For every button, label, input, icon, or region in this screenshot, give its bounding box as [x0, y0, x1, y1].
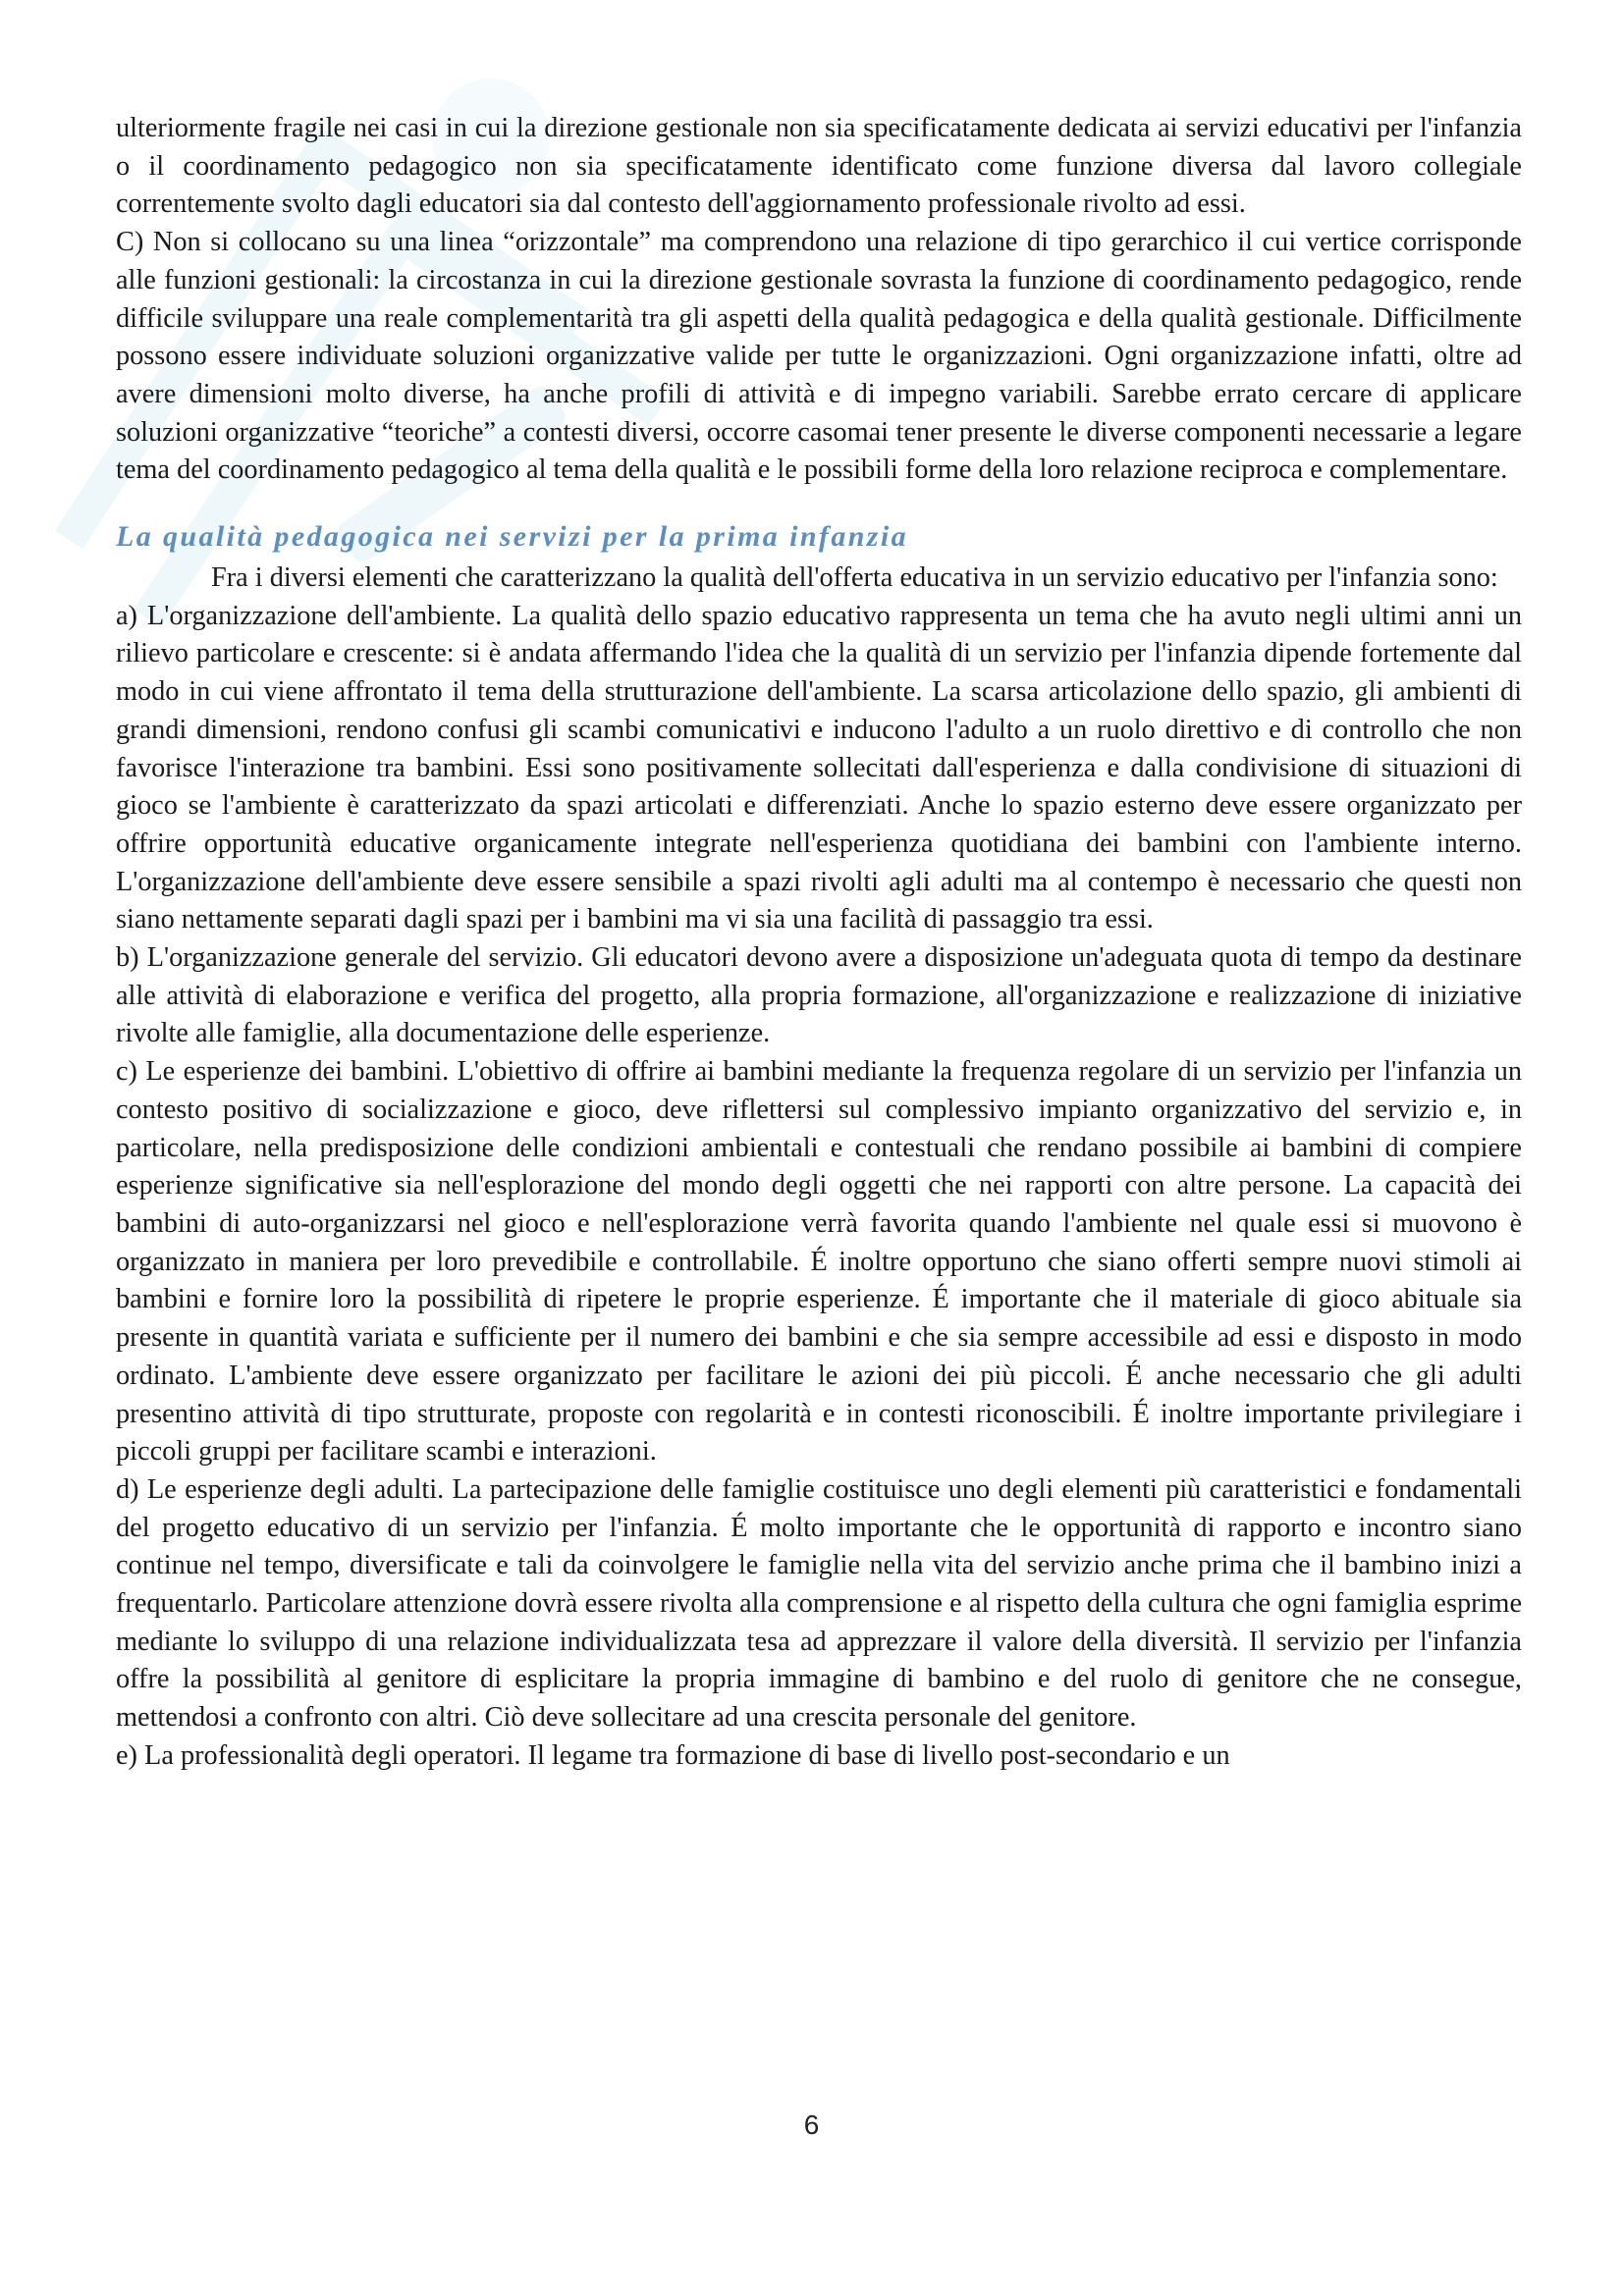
paragraph-d: d) Le esperienze degli adulti. La partecipazione delle famiglie costituisce uno degli elementi più caratteristici e fondamentali del progetto educativo di un servizio per l'infanzia. É molto importante che le opportunità di rapporto e incontro siano continue nel tempo, diversificate e tali da coinvolgere le famiglie nella vita del servizio anche prima che il bambino inizi a frequentarlo. Particolare attenzione dovrà essere rivolta alla comprensione e al rispetto della cultura che ogni famiglia esprime mediante lo sviluppo di una relazione individualizzata tesa ad apprezzare il valore della diversità. Il servizio per l'infanzia offre la possibilità al genitore di esplicitare la propria immagine di bambino e del ruolo di genitore che ne consegue, mettendosi a confronto con altri. Ciò deve sollecitare ad una crescita personale del genitore. [116, 1473, 1522, 1734]
section-heading: La qualità pedagogica nei servizi per la prima infanzia [116, 520, 909, 554]
paragraph-intro: Fra i diversi elementi che caratterizzano la qualità dell'offerta educativa in un servizio educativo per l'infanzia sono: [211, 562, 1498, 594]
paragraph-c: c) Le esperienze dei bambini. L'obiettivo di offrire ai bambini mediante la frequenza regolare di un servizio per l'infanzia un contesto positivo di socializzazione e gioco, deve riflettersi sul complessivo impianto organizzativo del servizio e, in particolare, nella predisposizione delle condizioni ambientali e contestuali che rendano possibile ai bambini di compiere esperienze significative sia nell'esplorazione del mondo degli oggetti che nei rapporti con altre persone. La capacità dei bambini di auto-organizzarsi nel gioco e nell'esplorazione verrà favorita quando l'ambiente nel quale essi si muovono è organizzato in maniera per loro prevedibile e controllabile. É inoltre opportuno che siano offerti sempre nuovi stimoli ai bambini e fornire loro la possibilità di ripetere le proprie esperienze. É importante che il materiale di gioco abituale sia presente in quantità variata e sufficiente per il numero dei bambini e che sia sempre accessibile ad essi e disposto in modo ordinato. L'ambiente deve essere organizzato per facilitare le azioni dei più piccoli. É anche necessario che gli adulti presentino attività di tipo strutturate, proposte con regolarità e in contesti riconoscibili. É inoltre importante privilegiare i piccoli gruppi per facilitare scambi e interazioni. [116, 1056, 1522, 1468]
paragraph-1: ulteriormente fragile nei casi in cui la direzione gestionale non sia specificatamente dedicata ai servizi educativi per l'infanzia o il coordinamento pedagogico non sia specificatamente identificato come funzione diversa dal lavoro collegiale correntemente svolto dagli educatori sia dal contesto dell'aggiornamento professionale rivolto ad essi. [116, 113, 1522, 220]
document-page [116, 110, 1522, 1776]
paragraph-a: a) L'organizzazione dell'ambiente. La qualità dello spazio educativo rappresenta un tema che ha avuto negli ultimi anni un rilievo particolare e crescente: si è andata affermando l'idea che la qualità di un servizio per l'infanzia dipende fortemente dal modo in cui viene affrontato il tema della strutturazione dell'ambiente. La scarsa articolazione dello spazio, gli ambienti di grandi dimensioni, rendono confusi gli scambi comunicativi e inducono l'adulto a un ruolo direttivo e di controllo che non favorisce l'interazione tra bambini. Essi sono positivamente sollecitati dall'esperienza e dalla condivisione di situazioni di gioco se l'ambiente è caratterizzato da spazi articolati e differenziati. Anche lo spazio esterno deve essere organizzato per offrire opportunità educative organicamente integrate nell'esperienza quotidiana dei bambini con l'ambiente interno. L'organizzazione dell'ambiente deve essere sensibile a spazi rivolti agli adulti ma al contempo è necessario che questi non siano nettamente separati dagli spazi per i bambini ma vi sia una facilità di passaggio tra essi. [116, 600, 1522, 935]
page-number: 6 [803, 2109, 820, 2140]
paragraph-2: C) Non si collocano su una linea “orizzontale” ma comprendono una relazione di tipo gerarchico il cui vertice corrisponde alle funzioni gestionali: la circostanza in cui la direzione gestionale sovrasta la funzione di coordinamento pedagogico, rende difficile sviluppare una reale complementarità tra gli aspetti della qualità pedagogica e della qualità gestionale. Difficilmente possono essere individuate soluzioni organizzative valide per tutte le organizzazioni. Ogni organizzazione infatti, oltre ad avere dimensioni molto diverse, ha anche profili di attività e di impegno variabili. Sarebbe errato cercare di applicare soluzioni organizzative “teoriche” a contesti diversi, occorre casomai tener presente le diverse componenti necessarie a legare tema del coordinamento pedagogico al tema della qualità e le possibili forme della loro relazione reciproca e complementare. [116, 227, 1522, 486]
paragraph-e: e) La professionalità degli operatori. Il legame tra formazione di base di livello post-secondario e un [116, 1739, 1230, 1771]
paragraph-b: b) L'organizzazione generale del servizio. Gli educatori devono avere a disposizione un'adeguata quota di tempo da destinare alle attività di elaborazione e verifica del progetto, alla propria formazione, all'organizzazione e realizzazione di iniziative rivolte alle famiglie, alla documentazione delle esperienze. [116, 942, 1522, 1049]
